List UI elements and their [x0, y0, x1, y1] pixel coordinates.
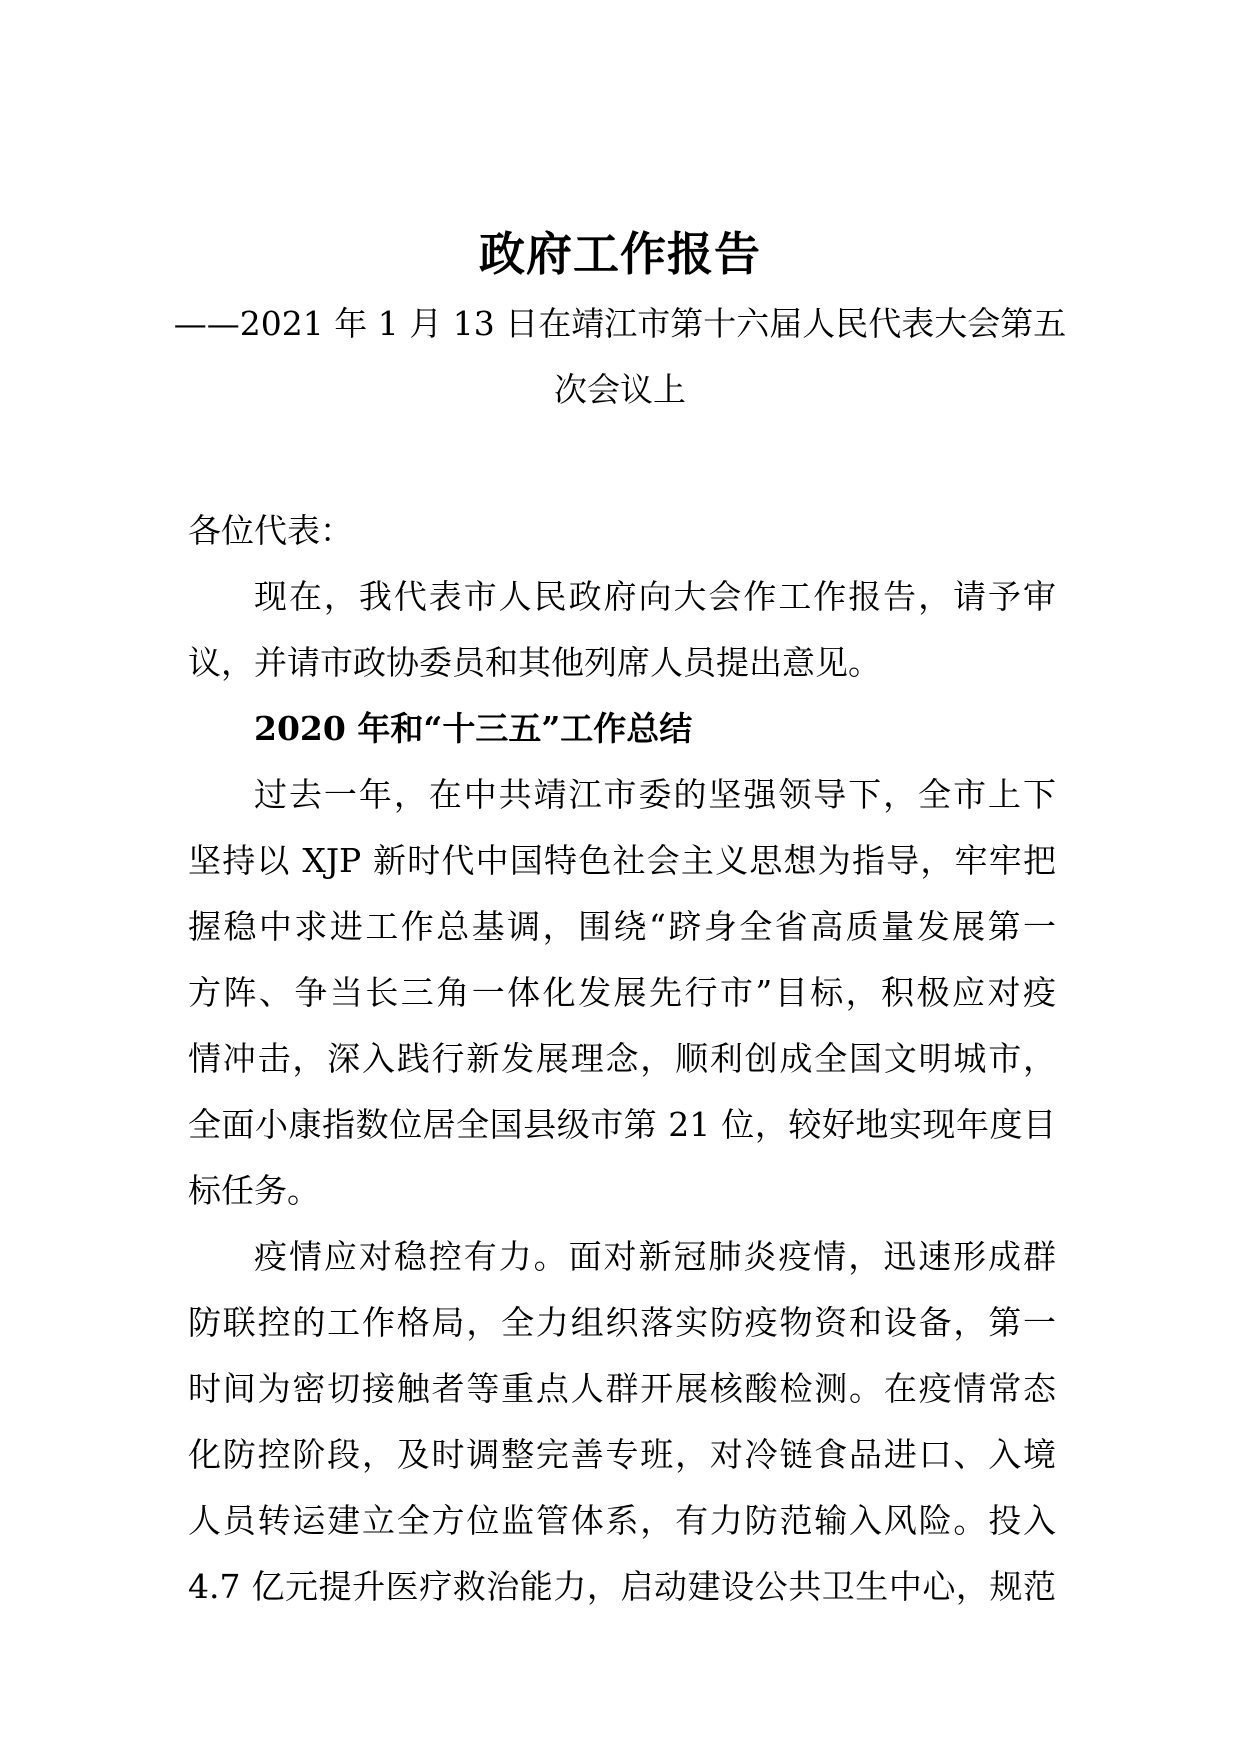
paragraph-line: 时间为密切接触者等重点人群开展核酸检测。在疫情常态: [188, 1369, 1056, 1408]
paragraph-line: 化防控阶段，及时调整完善专班，对冷链食品进口、入境: [188, 1435, 1056, 1474]
paragraph-line: 4.7 亿元提升医疗救治能力，启动建设公共卫生中心，规范: [188, 1567, 1056, 1606]
paragraph-line: 防联控的工作格局，全力组织落实防疫物资和设备，第一: [188, 1303, 1056, 1342]
paragraph-line: 过去一年，在中共靖江市委的坚强领导下，全市上下: [254, 775, 1056, 814]
paragraph-line: 坚持以 XJP 新时代中国特色社会主义思想为指导，牢牢把: [188, 841, 1056, 880]
paragraph-line: 议，并请市政协委员和其他列席人员提出意见。: [188, 643, 881, 682]
paragraph-line: 方阵、争当长三角一体化发展先行市”目标，积极应对疫: [188, 973, 1056, 1012]
section-heading: 2020 年和“十三五”工作总结: [254, 709, 693, 748]
document-title: 政府工作报告: [479, 227, 761, 281]
document-subtitle-line-1: ——2021 年 1 月 13 日在靖江市第十六届人民代表大会第五: [173, 304, 1067, 343]
paragraph-line: 全面小康指数位居全国县级市第 21 位，较好地实现年度目: [188, 1105, 1056, 1144]
paragraph-line: 情冲击，深入践行新发展理念，顺利创成全国文明城市，: [188, 1039, 1056, 1078]
document-body: [188, 498, 1056, 1620]
salutation: 各位代表：: [188, 511, 353, 550]
paragraph-line: 握稳中求进工作总基调，围绕“跻身全省高质量发展第一: [188, 907, 1056, 946]
paragraph-line: 标任务。: [188, 1171, 320, 1210]
paragraph-line: 现在，我代表市人民政府向大会作工作报告，请予审: [254, 577, 1056, 616]
document-subtitle-line-2: 次会议上: [554, 370, 686, 409]
paragraph-line: 疫情应对稳控有力。面对新冠肺炎疫情，迅速形成群: [254, 1237, 1056, 1276]
paragraph-line: 人员转运建立全方位监管体系，有力防范输入风险。投入: [188, 1501, 1056, 1540]
